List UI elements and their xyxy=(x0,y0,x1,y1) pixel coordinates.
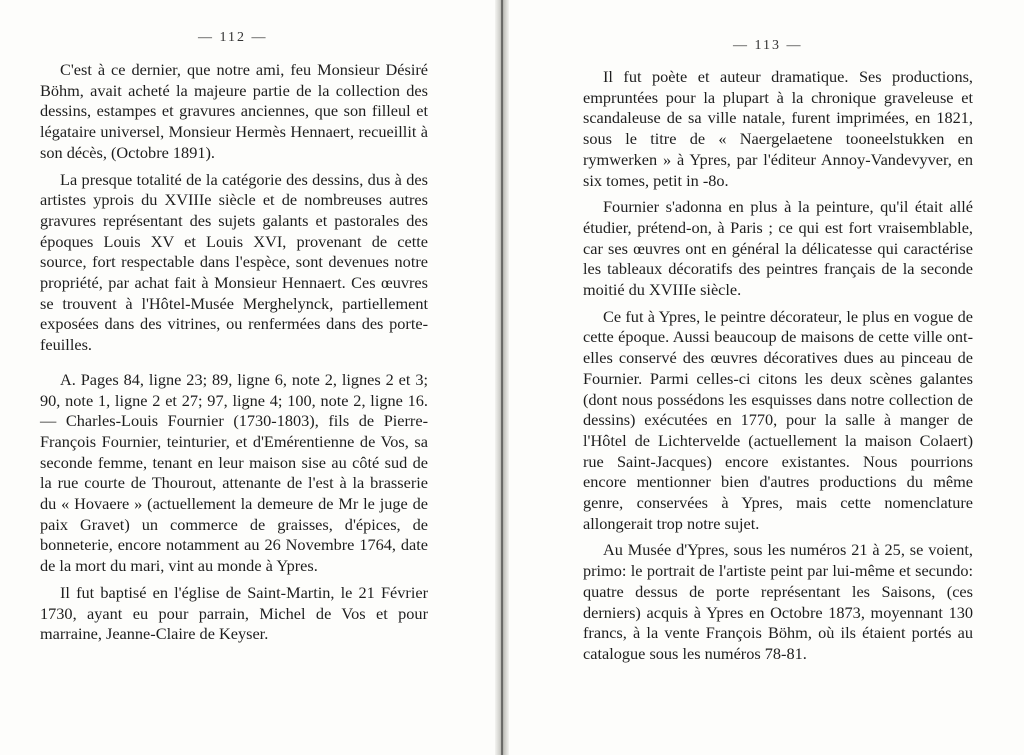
paragraph: Il fut poète et auteur dramatique. Ses productions, empruntées pour la plupart à la chronique graveleuse et scandaleuse de sa ville natale, furent imprimées, en 1821, sous le titre de « Naergelaetene tooneelstukken en rymwerken » à Ypres, par l'éditeur Annoy-Vandevyver, en six tomes, petit in -8o. xyxy=(583,67,973,190)
left-page xyxy=(0,0,495,755)
book-gutter xyxy=(495,0,509,755)
page-number-left: — 112 — xyxy=(198,30,268,45)
paragraph: Ce fut à Ypres, le peintre décorateur, le plus en vogue de cette époque. Aussi beaucoup de maisons de cette ville ont-elles conservé des œuvres décoratives dues au pinceau de Fournier. Parmi celles-ci citons les deux scènes galantes (dont nous possédons les esquisses dans notre collection de dessins) exécutées en 1770, pour la salle à manger de l'Hôtel de Lichtervelde (actuellement la maison Colaert) rue Saint-Jacques) encore existantes. Nous pourrions encore mentionner bien d'autres productions du même genre, conservées à Ypres, mais cette nomenclature allongerait trop notre sujet. xyxy=(583,306,973,533)
paragraph: Fournier s'adonna en plus à la peinture, qu'il était allé étudier, prétend-on, à Paris ; ce qui est fort vraisemblable, car ses œuvres ont en général la délicatesse qui caractérise les tableaux décoratifs des peintres français de la seconde moitié du XVIIIe siècle. xyxy=(583,197,973,300)
paragraph: C'est à ce dernier, que notre ami, feu Monsieur Désiré Böhm, avait acheté la majeure partie de la collection des dessins, estampes et gravures anciennes, que son filleul et légataire universel, Monsieur Hermès Hennaert, recueillit à son décès, (Octobre 1891). xyxy=(40,60,428,162)
paragraph: Au Musée d'Ypres, sous les numéros 21 à 25, se voient, primo: le portrait de l'artiste peint par lui-même et secundo: quatre dessus de porte représentant les Saisons, (ces derniers) acquis à Ypres en Octobre 1873, moyennant 130 francs, à la vente François Böhm, où ils étaient portés au catalogue sous les numéros 78-81. xyxy=(583,540,973,663)
paragraph: La presque totalité de la catégorie des dessins, dus à des artistes yprois du XVIIIe siècle et de nombreuses autres gravures représentant des sujets galants et pastorales des époques Louis XV et Louis XVI, provenant de cette source, fort respectable dans l'espèce, sont devenues notre propriété, par achat fait à Monsieur Hennaert. Ces œuvres se trouvent à l'Hôtel-Musée Merghelynck, partiellement exposées dans des vitrines, ou renfermées dans des porte-feuilles. xyxy=(40,169,428,355)
right-page xyxy=(509,0,1024,755)
page-number-right: — 113 — xyxy=(733,38,803,53)
left-page-text xyxy=(40,60,428,645)
paragraph: A. Pages 84, ligne 23; 89, ligne 6, note 2, lignes 2 et 3; 90, note 1, ligne 2 et 27; 97, ligne 4; 100, note 2, ligne 16. — Charles-Louis Fournier (1730-1803), fils de Pierre-François Fournier, teinturier, et d'Emérentienne de Vos, sa seconde femme, tenant en leur maison sise au côté sud de la rue courte de Thourout, attenante de l'est à la brasserie du « Hovaere » (actuellement la demeure de Mr le juge de paix Gravet) un commerce de graisses, d'épices, de bonneterie, encore notamment au 26 Novembre 1764, date de la mort du mari, vint au monde à Ypres. xyxy=(40,369,428,576)
paragraph: Il fut baptisé en l'église de Saint-Martin, le 21 Février 1730, ayant eu pour parrain, Michel de Vos et pour marraine, Jeanne-Claire de Keyser. xyxy=(40,582,428,644)
right-page-text xyxy=(583,67,973,665)
